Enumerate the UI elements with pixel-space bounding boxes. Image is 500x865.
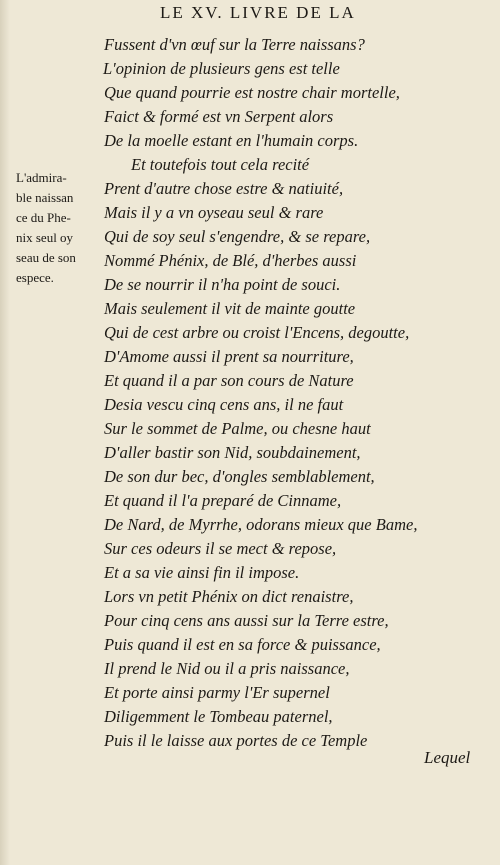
verse-line: De se nourrir il n'ha point de souci. xyxy=(104,275,341,294)
verse-line: Qui de soy seul s'engendre, & se repare, xyxy=(104,227,371,246)
verse-line: Sur ces odeurs il se mect & repose, xyxy=(104,539,337,558)
verse-line: De Nard, de Myrrhe, odorans mieux que Bame, xyxy=(104,515,418,534)
verse-line: De son dur bec, d'ongles semblablement, xyxy=(104,467,375,486)
verse-line: Prent d'autre chose estre & natiuité, xyxy=(104,179,344,198)
catchword: Lequel xyxy=(424,748,471,767)
verse-line: Diligemment le Tombeau paternel, xyxy=(104,707,333,726)
verse-line: Mais il y a vn oyseau seul & rare xyxy=(104,203,324,222)
verse-line: D'aller bastir son Nid, soubdainement, xyxy=(104,443,361,462)
running-title: LE XV. LIVRE DE LA xyxy=(160,3,356,22)
verse-line: Que quand pourrie est nostre chair mortelle, xyxy=(104,83,400,102)
margin-note-line: espece. xyxy=(16,270,54,285)
verse-line: Puis quand il est en sa force & puissance, xyxy=(104,635,381,654)
margin-note-line: ce du Phe- xyxy=(16,210,71,225)
margin-note xyxy=(16,168,96,288)
margin-note-line: L'admira- xyxy=(16,170,67,185)
verse-line: Fussent d'vn œuf sur la Terre naissans? xyxy=(104,35,365,54)
verse-line: Et toutefois tout cela recité xyxy=(131,155,310,174)
margin-note-line: ble naissan xyxy=(16,190,74,205)
verse-line: De la moelle estant en l'humain corps. xyxy=(104,131,359,150)
margin-note-line: nix seul oy xyxy=(16,230,74,245)
verse-line: Et a sa vie ainsi fin il impose. xyxy=(104,563,300,582)
running-header xyxy=(0,0,500,26)
verse-line: L'opinion de plusieurs gens est telle xyxy=(103,59,340,78)
verse-line: Mais seulement il vit de mainte goutte xyxy=(104,299,356,318)
verse-line: Et quand il l'a preparé de Cinname, xyxy=(104,491,342,510)
verse-line: Et quand il a par son cours de Nature xyxy=(104,371,354,390)
verse-line: D'Amome aussi il prent sa nourriture, xyxy=(104,347,354,366)
verse-line: Lors vn petit Phénix on dict renaistre, xyxy=(104,587,354,606)
verse-line: Il prend le Nid ou il a pris naissance, xyxy=(104,659,350,678)
verse-line: Pour cinq cens ans aussi sur la Terre estre, xyxy=(104,611,389,630)
verse-line: Sur le sommet de Palme, ou chesne haut xyxy=(104,419,371,438)
margin-note-line: seau de son xyxy=(16,250,76,265)
verse-line: Nommé Phénix, de Blé, d'herbes aussi xyxy=(104,251,357,270)
verse-line: Faict & formé est vn Serpent alors xyxy=(104,107,334,126)
verse-line: Qui de cest arbre ou croist l'Encens, degoutte, xyxy=(104,323,410,342)
verse-line: Et porte ainsi parmy l'Er supernel xyxy=(104,683,330,702)
verse-line: Puis il le laisse aux portes de ce Temple xyxy=(104,731,368,750)
verse-line: Desia vescu cinq cens ans, il ne faut xyxy=(104,395,344,414)
page-edge-shadow xyxy=(0,0,10,865)
